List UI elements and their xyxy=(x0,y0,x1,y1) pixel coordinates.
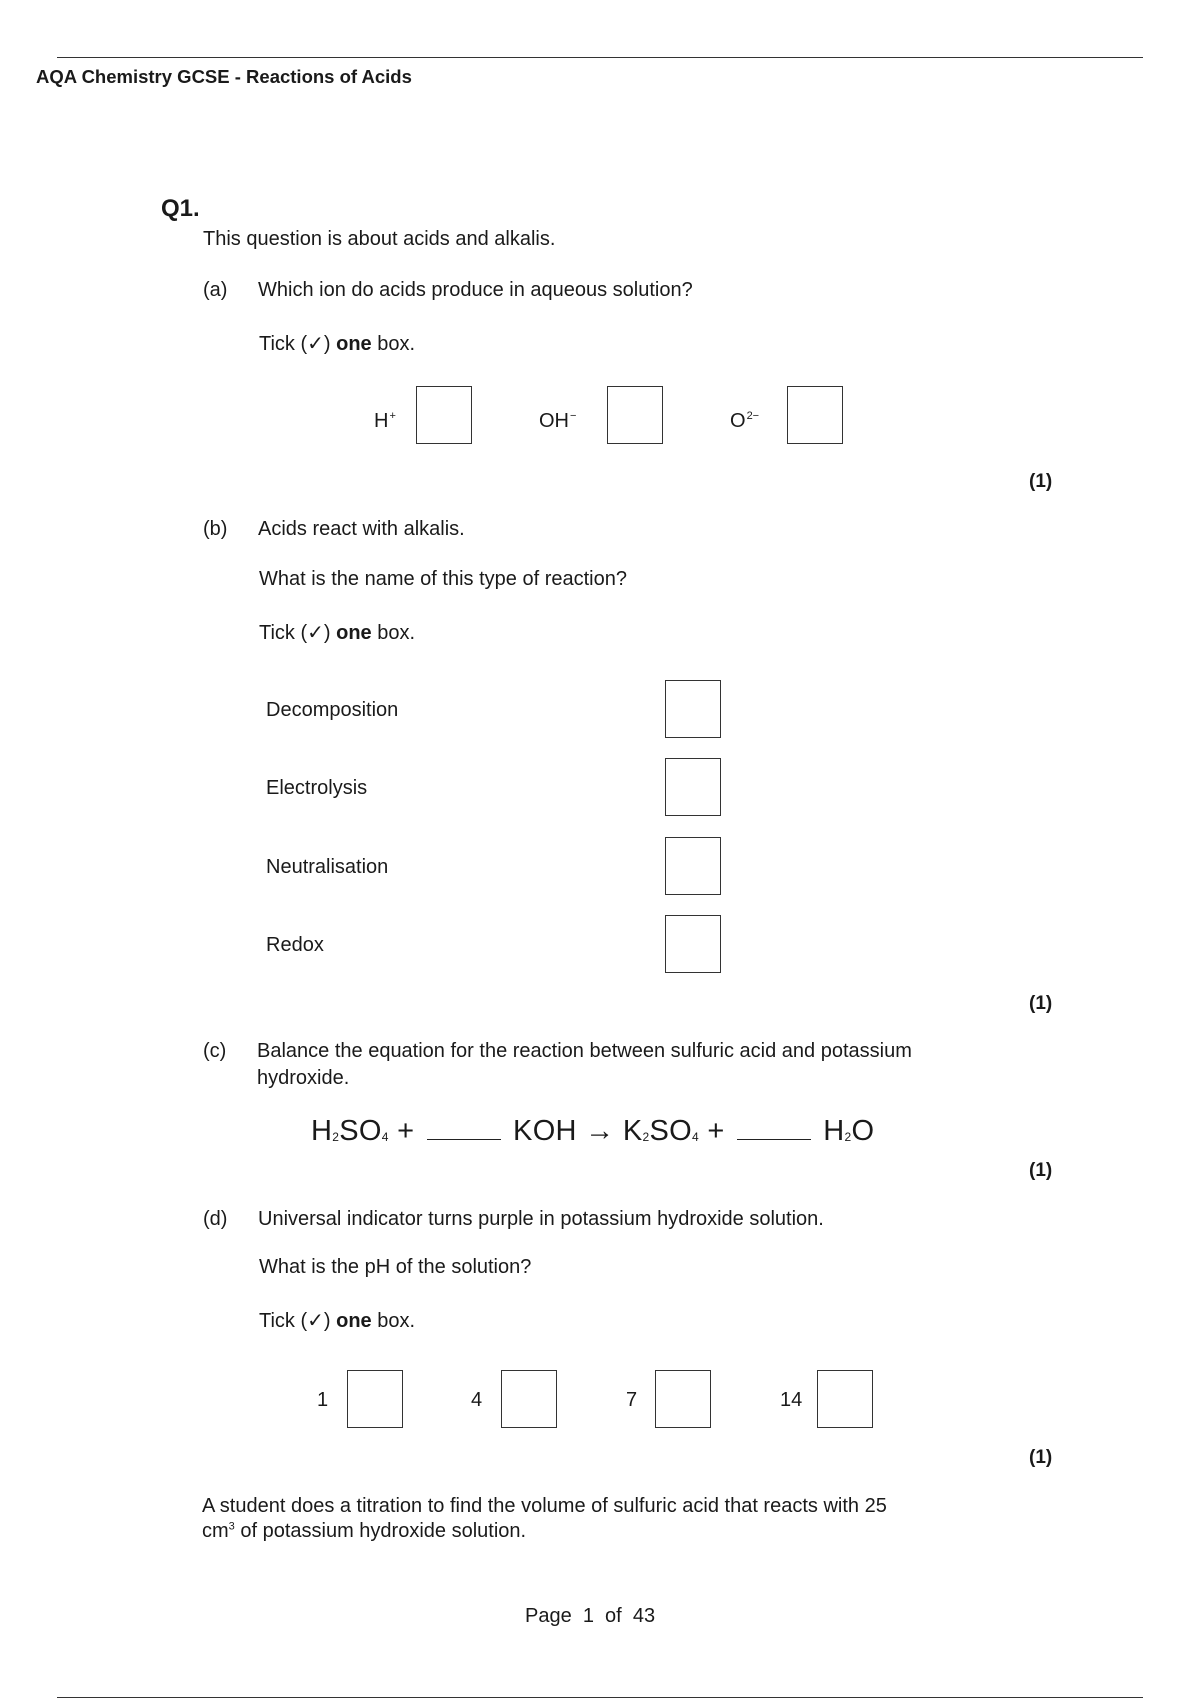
option-decomposition-label: Decomposition xyxy=(266,699,399,721)
part-b-marks: (1) xyxy=(1029,993,1053,1014)
tick-box-h-plus[interactable] xyxy=(416,386,472,444)
option-oh-minus-label: OH− xyxy=(539,410,577,432)
part-c-label: (c) xyxy=(203,1040,227,1062)
tick-box-ph-7[interactable] xyxy=(655,1370,711,1428)
part-c-marks: (1) xyxy=(1029,1160,1053,1181)
titration-text-line1: A student does a titration to find the volume of sulfuric acid that reacts with 25 xyxy=(202,1495,887,1517)
tick-box-neutralisation[interactable] xyxy=(665,837,721,895)
water-coefficient-blank[interactable] xyxy=(737,1117,811,1140)
header-rule xyxy=(57,57,1143,58)
titration-text-line2: $cm^3$ of potassium hydroxide solution. xyxy=(202,1520,527,1542)
option-ph-7-label: 7 xyxy=(626,1389,638,1411)
option-o-2minus-label: $O^{2-}$ xyxy=(730,410,760,432)
tick-box-o-2minus[interactable] xyxy=(787,386,843,444)
part-b-question: What is the name of this type of reaction? xyxy=(259,568,627,590)
tick-box-ph-1[interactable] xyxy=(347,1370,403,1428)
part-d-instruction: Tick (✓) one box. xyxy=(259,1310,416,1332)
question-intro: This question is about acids and alkalis. xyxy=(203,228,556,250)
balancing-equation: $H_2SO_4$ + KOH → $K_2SO_4 + H_2O$ xyxy=(311,1115,875,1147)
tick-box-oh-minus[interactable] xyxy=(607,386,663,444)
part-b-label: (b) xyxy=(203,518,228,540)
option-redox-label: Redox xyxy=(266,934,324,956)
tick-box-ph-4[interactable] xyxy=(501,1370,557,1428)
tick-box-electrolysis[interactable] xyxy=(665,758,721,816)
part-a-instruction: Tick (✓) one box. xyxy=(259,333,416,355)
option-neutralisation-label: Neutralisation xyxy=(266,856,389,878)
part-b-statement: Acids react with alkalis. xyxy=(258,518,465,540)
part-b-instruction: Tick (✓) one box. xyxy=(259,622,416,644)
document-title: AQA Chemistry GCSE - Reactions of Acids xyxy=(36,66,412,87)
tick-box-decomposition[interactable] xyxy=(665,680,721,738)
part-a-marks: (1) xyxy=(1029,471,1053,492)
part-d-marks: (1) xyxy=(1029,1447,1053,1468)
question-number: Q1. xyxy=(161,195,200,222)
part-d-question: What is the pH of the solution? xyxy=(259,1256,532,1278)
option-ph-4-label: 4 xyxy=(471,1389,483,1411)
footer-rule xyxy=(57,1697,1143,1698)
option-ph-14-label: 14 xyxy=(780,1389,803,1411)
option-ph-1-label: 1 xyxy=(317,1389,329,1411)
tick-box-redox[interactable] xyxy=(665,915,721,973)
page-number: Page 1 of 43 xyxy=(525,1605,656,1627)
part-c-question-line1: Balance the equation for the reaction between sulfuric acid and potassium xyxy=(257,1040,912,1062)
tick-box-ph-14[interactable] xyxy=(817,1370,873,1428)
part-d-statement: Universal indicator turns purple in potassium hydroxide solution. xyxy=(258,1208,824,1230)
option-h-plus-label: H+ xyxy=(374,410,396,432)
koh-coefficient-blank[interactable] xyxy=(427,1117,501,1140)
option-electrolysis-label: Electrolysis xyxy=(266,777,368,799)
part-a-question: Which ion do acids produce in aqueous solution? xyxy=(258,279,693,301)
part-c-question-line2: hydroxide. xyxy=(257,1067,350,1089)
part-a-label: (a) xyxy=(203,279,228,301)
part-d-label: (d) xyxy=(203,1208,228,1230)
